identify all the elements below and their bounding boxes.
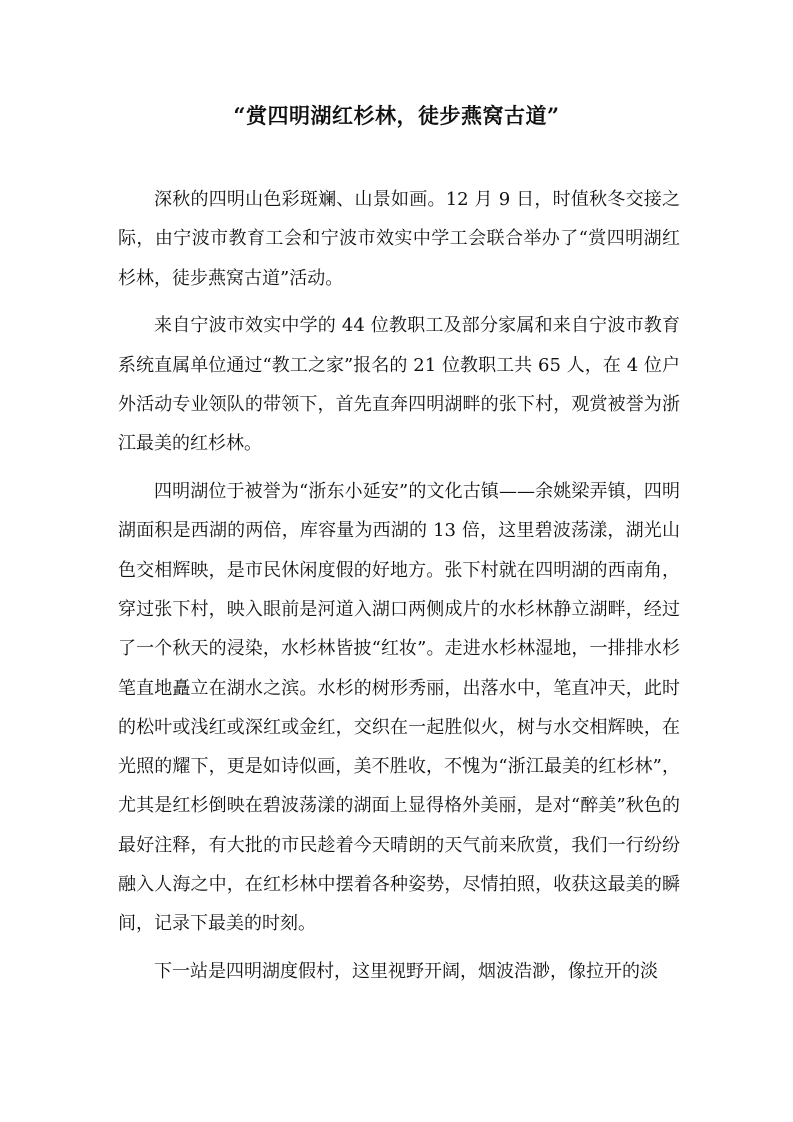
paragraph: 深秋的四明山色彩斑斓、山景如画。12 月 9 日，时值秋冬交接之际，由宁波市教育工会和宁波市效实中学工会联合举办了“赏四明湖红杉林，徒步燕窝古道”活动。: [118, 189, 680, 289]
paragraph: 来自宁波市效实中学的 44 位教职工及部分家属和来自宁波市教育系统直属单位通过“教工之家”报名的 21 位教职工共 65 人，在 4 位户外活动专业领队的带领下，首先直奔四明湖畔的张下村，观赏被誉为浙江最美的红杉林。: [118, 315, 680, 455]
document-body: [118, 180, 680, 1000]
paragraph: 下一站是四明湖度假村，这里视野开阔，烟波浩渺，像拉开的淡: [154, 961, 658, 983]
document-title: “赏四明湖红杉林，徒步燕窝古道”: [233, 103, 560, 128]
paragraph: 四明湖位于被誉为“浙东小延安”的文化古镇——余姚梁弄镇，四明湖面积是西湖的两倍，库容量为西湖的 13 倍，这里碧波荡漾，湖光山色交相辉映，是市民休闲度假的好地方。张下村就在四明湖的西南角，穿过张下村，映入眼前是河道入湖口两侧成片的水杉林静立湖畔，经过了一个秋天的浸染，水杉林皆披“红妆”。走进水杉林湿地，一排排水杉笔直地矗立在湖水之滨。水杉的树形秀丽，出落水中，笔直冲天，此时的松叶或浅红或深红或金红，交织在一起胜似火，树与水交相辉映，在光照的耀下，更是如诗似画，美不胜收，不愧为“浙江最美的红杉林”，尤其是红杉倒映在碧波荡漾的湖面上显得格外美丽，是对“醉美”秋色的最好注释，有大批的市民趁着今天晴朗的天气前来欣赏，我们一行纷纷融入人海之中，在红杉林中摆着各种姿势，尽情拍照，收获这最美的瞬间，记录下最美的时刻。: [118, 481, 680, 935]
